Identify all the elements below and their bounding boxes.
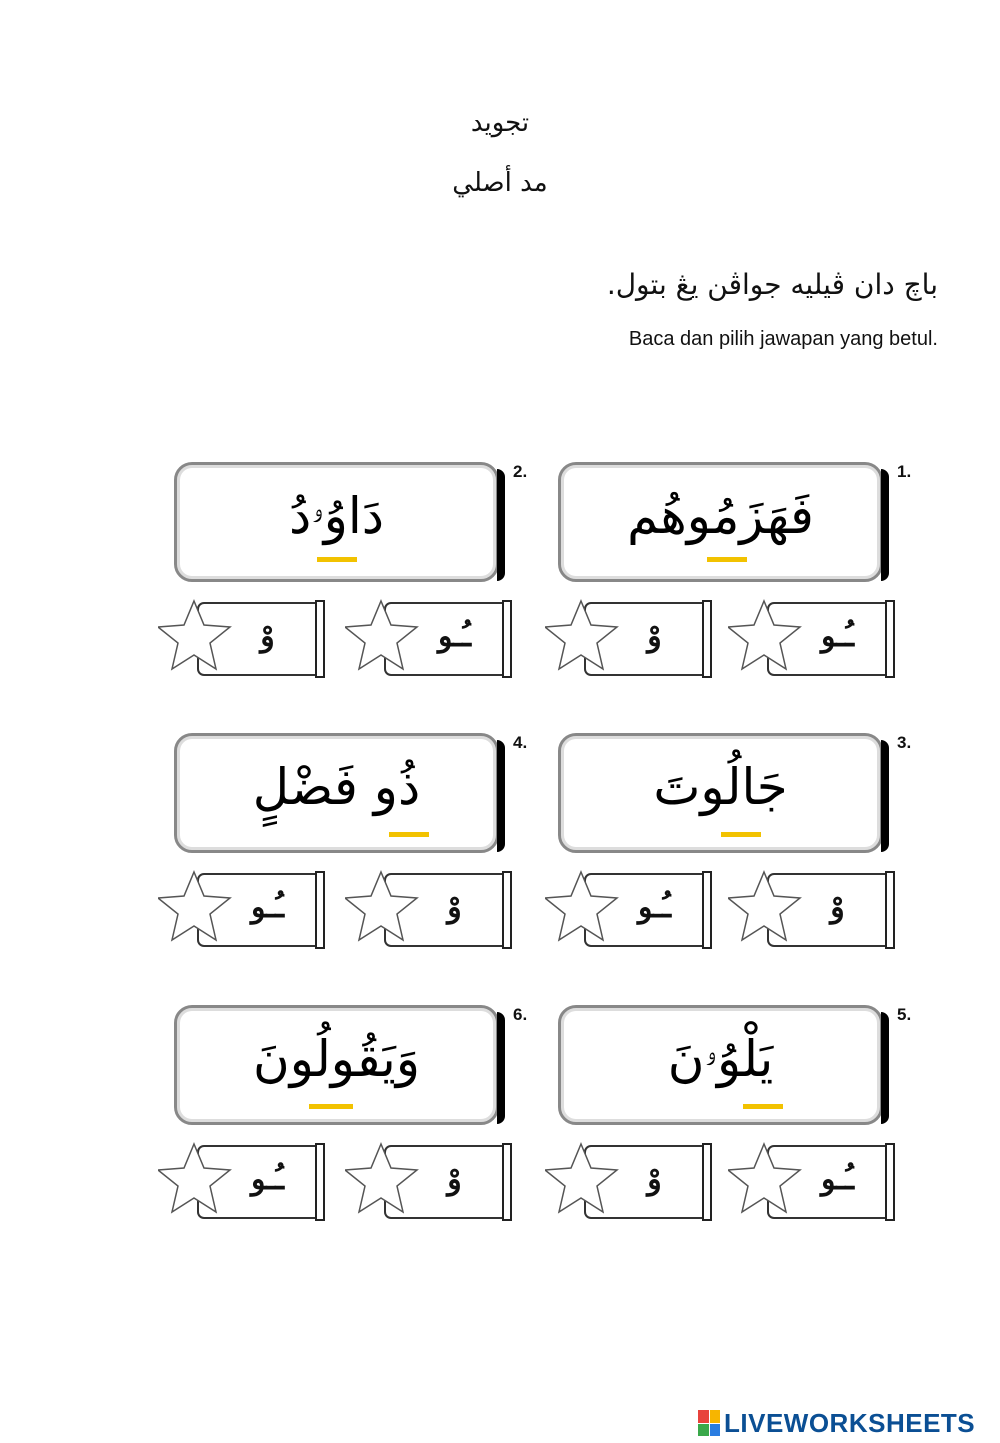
- option-label: ـُـو: [637, 890, 672, 925]
- answer-option[interactable]: [158, 1140, 328, 1222]
- option-label: ـُـو: [437, 619, 472, 654]
- logo-square-icon: [698, 1410, 709, 1423]
- instruction-malay: Baca dan pilih jawapan yang betul.: [628, 328, 938, 350]
- brand-name: LIVEWORKSHEETS: [724, 1407, 976, 1438]
- quran-word: فَهَزَمُوهُم: [627, 487, 814, 545]
- option-label: وْ: [647, 619, 662, 654]
- logo-square-icon: [710, 1424, 721, 1437]
- question-number: 6.: [513, 1005, 528, 1024]
- answer-option[interactable]: [545, 1140, 715, 1222]
- answer-option[interactable]: [345, 597, 515, 679]
- word-box: [174, 733, 499, 853]
- question-number: 1.: [897, 462, 912, 481]
- question-number: 3.: [897, 733, 912, 752]
- quran-word: جَالُوتَ: [653, 758, 788, 816]
- option-label: ـُـو: [250, 1162, 285, 1197]
- option-label: وْ: [447, 1162, 462, 1197]
- answer-option[interactable]: [545, 868, 715, 950]
- word-box: [558, 1005, 883, 1125]
- option-label: ـُـو: [820, 1162, 855, 1197]
- quran-word: وَيَقُولُونَ: [253, 1030, 420, 1088]
- option-label: وْ: [830, 890, 845, 925]
- logo-square-icon: [698, 1424, 709, 1437]
- word-box: [174, 1005, 499, 1125]
- liveworksheets-logo[interactable]: [698, 1406, 975, 1440]
- answer-option[interactable]: [158, 597, 328, 679]
- highlight-underline: [309, 1104, 353, 1109]
- word-box: [558, 733, 883, 853]
- option-label: وْ: [647, 1162, 662, 1197]
- quran-word: دَاوُۥدُ: [288, 487, 385, 545]
- option-label: وْ: [260, 619, 275, 654]
- word-box: [174, 462, 499, 582]
- option-label: وْ: [447, 890, 462, 925]
- question-number: 2.: [513, 462, 528, 481]
- question-number: 5.: [897, 1005, 912, 1024]
- highlight-underline: [721, 832, 761, 837]
- quran-word: ذُو فَضْلٍ: [252, 758, 421, 816]
- highlight-underline: [743, 1104, 783, 1109]
- answer-option[interactable]: [158, 868, 328, 950]
- answer-option[interactable]: [728, 868, 898, 950]
- answer-option[interactable]: [345, 1140, 515, 1222]
- answer-option[interactable]: [728, 1140, 898, 1222]
- logo-square-icon: [710, 1410, 721, 1423]
- highlight-underline: [389, 832, 429, 837]
- question-number: 4.: [513, 733, 528, 752]
- option-label: ـُـو: [820, 619, 855, 654]
- worksheet-title: تجويد: [470, 108, 530, 138]
- quran-word: يَلْوُۥنَ: [667, 1030, 774, 1088]
- highlight-underline: [707, 557, 747, 562]
- option-label: ـُـو: [250, 890, 285, 925]
- answer-option[interactable]: [728, 597, 898, 679]
- liveworksheets-logo-icon: [698, 1410, 720, 1436]
- highlight-underline: [317, 557, 357, 562]
- worksheet-subtitle: مد أصلي: [452, 168, 548, 198]
- answer-option[interactable]: [345, 868, 515, 950]
- word-box: [558, 462, 883, 582]
- instruction-jawi: باچ دان ڤيليه جواڤن يڠ بتول.: [606, 268, 938, 301]
- answer-option[interactable]: [545, 597, 715, 679]
